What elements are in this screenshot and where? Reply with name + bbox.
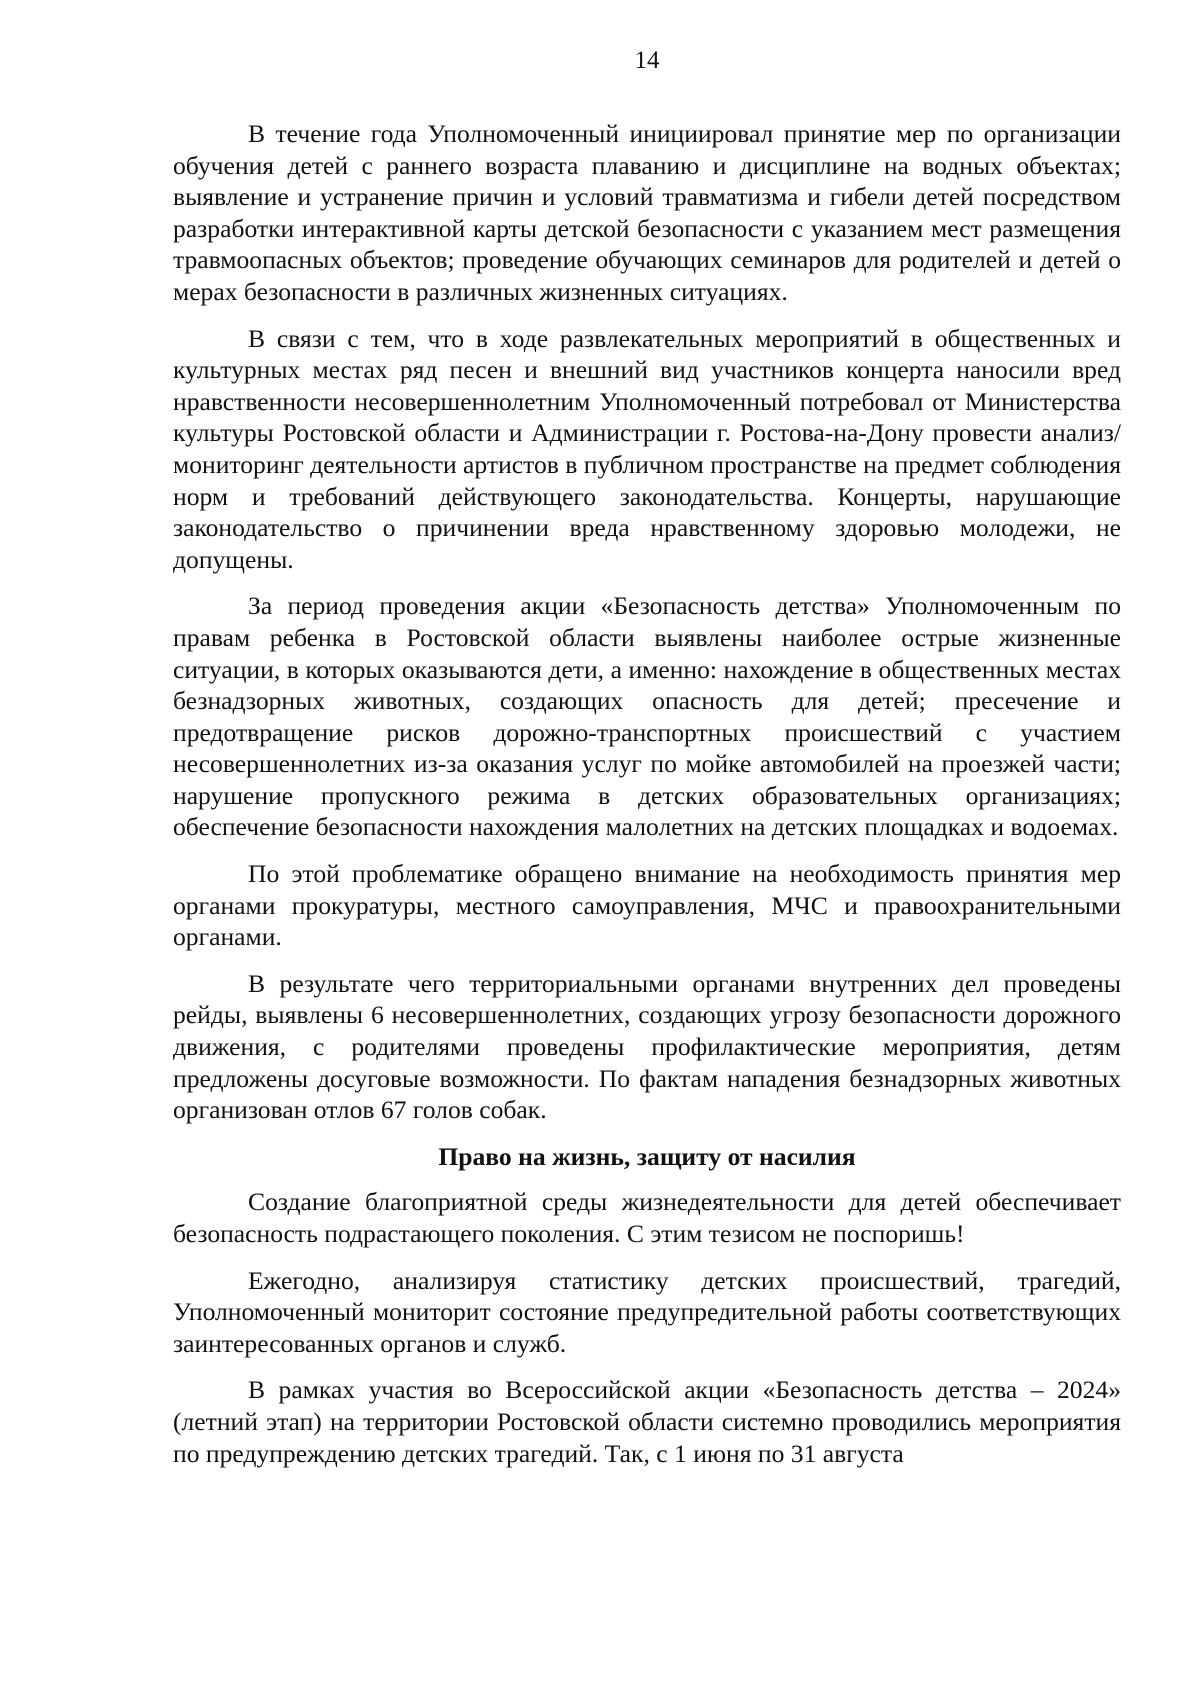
paragraph-concerts: В связи с тем, что в ходе развлекательных мероприятий в общественных и культурных местах ряд песен и внешний вид участников концерта наносили вред нравственности несовершеннолетним Уполномоченный потребовал от Министерства культуры Ростовской области и Администрации г. Ростова-на-Дону провести анализ/мониторинг деятельности артистов в публичном пространстве на предмет соблюдения норм и требований действующего законодательства. Концерты, нарушающие законодательство о причинении вреда нравственному здоровью молодежи, не допущены. <box>173 323 1121 574</box>
page-number: 14 <box>634 47 660 74</box>
paragraph-authorities-attention: По этой проблематике обращено внимание на необходимость принятия мер органами прокуратуры, местного самоуправления, МЧС и правоохранительными органами. <box>173 859 1121 952</box>
paragraph-campaign-findings: За период проведения акции «Безопасность детства» Уполномоченным по правам ребенка в Ростовской области выявлены наиболее острые жизненные ситуации, в которых оказываются дети, а именно: нахождение в общественных местах безнадзорных животных, создающих опасность для детей; пресечение и предотвращение рисков дорожно-транспортных происшествий с участием несовершеннолетних из-за оказания услуг по мойке автомобилей на проезжей части; нарушение пропускного режима в детских образовательных организациях; обеспечение безопасности нахождения малолетних на детских площадках и водоемах. <box>173 591 1121 842</box>
paragraph-safety-measures: В течение года Уполномоченный инициировал принятие мер по организации обучения детей с раннего возраста плаванию и дисциплине на водных объектах; выявление и устранение причин и условий травматизма и гибели детей посредством разработки интерактивной карты детской безопасности с указанием мест размещения травмоопасных объектов; проведение обучающих семинаров для родителей и детей о мерах безопасности в различных жизненных ситуациях. <box>173 119 1121 306</box>
document-page <box>173 0 1121 1698</box>
section-heading: Право на жизнь, защиту от насилия <box>438 1141 856 1171</box>
paragraph-favorable-environment: Создание благоприятной среды жизнедеятельности для детей обеспечивает безопасность подрастающего поколения. С этим тезисом не поспоришь! <box>173 1187 1121 1248</box>
document-body <box>173 118 1121 1484</box>
paragraph-raids-results: В результате чего территориальными органами внутренних дел проведены рейды, выявлены 6 несовершеннолетних, создающих угрозу безопасности дорожного движения, с родителями проведены профилактические мероприятия, детям предложены досуговые возможности. По фактам нападения безнадзорных животных организован отлов 67 голов собак. <box>173 968 1121 1125</box>
paragraph-summer-campaign: В рамках участия во Всероссийской акции «Безопасность детства – 2024» (летний этап) на территории Ростовской области системно проводились мероприятия по предупреждению детских трагедий. Так, с 1 июня по 31 августа <box>173 1375 1121 1468</box>
paragraph-annual-monitoring: Ежегодно, анализируя статистику детских происшествий, трагедий, Уполномоченный мониторит состояние предупредительной работы соответствующих заинтересованных органов и служб. <box>173 1265 1121 1358</box>
